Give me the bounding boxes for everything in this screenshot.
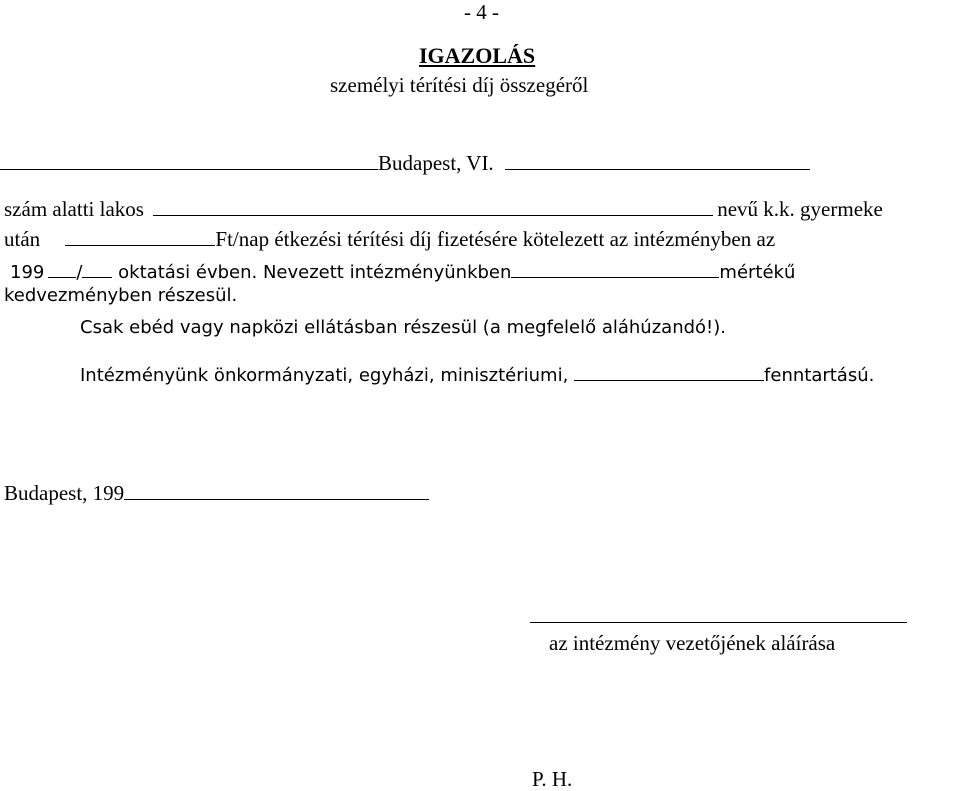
text-line-4: kedvezményben részesül. [4, 285, 238, 306]
text-segment: után [4, 227, 41, 251]
text-line-3 [10, 259, 795, 285]
text-segment: / [76, 262, 83, 283]
blank-field[interactable] [505, 151, 810, 170]
blank-field[interactable] [511, 259, 719, 278]
blank-field[interactable] [153, 197, 713, 216]
text-line-1 [4, 197, 883, 221]
date-line [4, 481, 429, 505]
blank-field[interactable] [82, 259, 112, 278]
date-prefix: Budapest, 199 [4, 481, 125, 505]
stamp-label: P. H. [532, 767, 573, 791]
text-segment: szám alatti lakos [4, 197, 144, 221]
blank-field[interactable] [124, 481, 429, 500]
text-segment: fenntartású. [764, 365, 875, 386]
document-subtitle: személyi térítési díj összegéről [330, 73, 589, 97]
signature-line[interactable] [530, 622, 907, 623]
text-segment: oktatási évben. Nevezett intézményünkben [118, 262, 512, 283]
blank-field[interactable] [574, 362, 764, 381]
text-line-6 [80, 362, 874, 388]
address-line [0, 151, 810, 175]
text-line-2 [4, 227, 775, 251]
text-segment: nevű k.k. gyermeke [717, 197, 883, 221]
blank-field[interactable] [65, 227, 215, 246]
text-segment: mértékű [719, 262, 796, 283]
blank-field[interactable] [0, 151, 378, 170]
text-line-5: Csak ebéd vagy napközi ellátásban részesül (a megfelelő aláhúzandó!). [80, 317, 726, 338]
blank-field[interactable] [48, 259, 76, 278]
signature-label: az intézmény vezetőjének aláírása [549, 631, 836, 655]
text-segment: Ft/nap étkezési térítési díj fizetésére kötelezett az intézményben az [215, 227, 776, 251]
document-title: IGAZOLÁS [419, 43, 536, 68]
text-segment: 199 [10, 262, 45, 283]
page-number: - 4 - [464, 0, 499, 24]
address-city: Budapest, VI. [378, 151, 494, 175]
text-segment: Intézményünk önkormányzati, egyházi, minisztériumi, [80, 365, 569, 386]
